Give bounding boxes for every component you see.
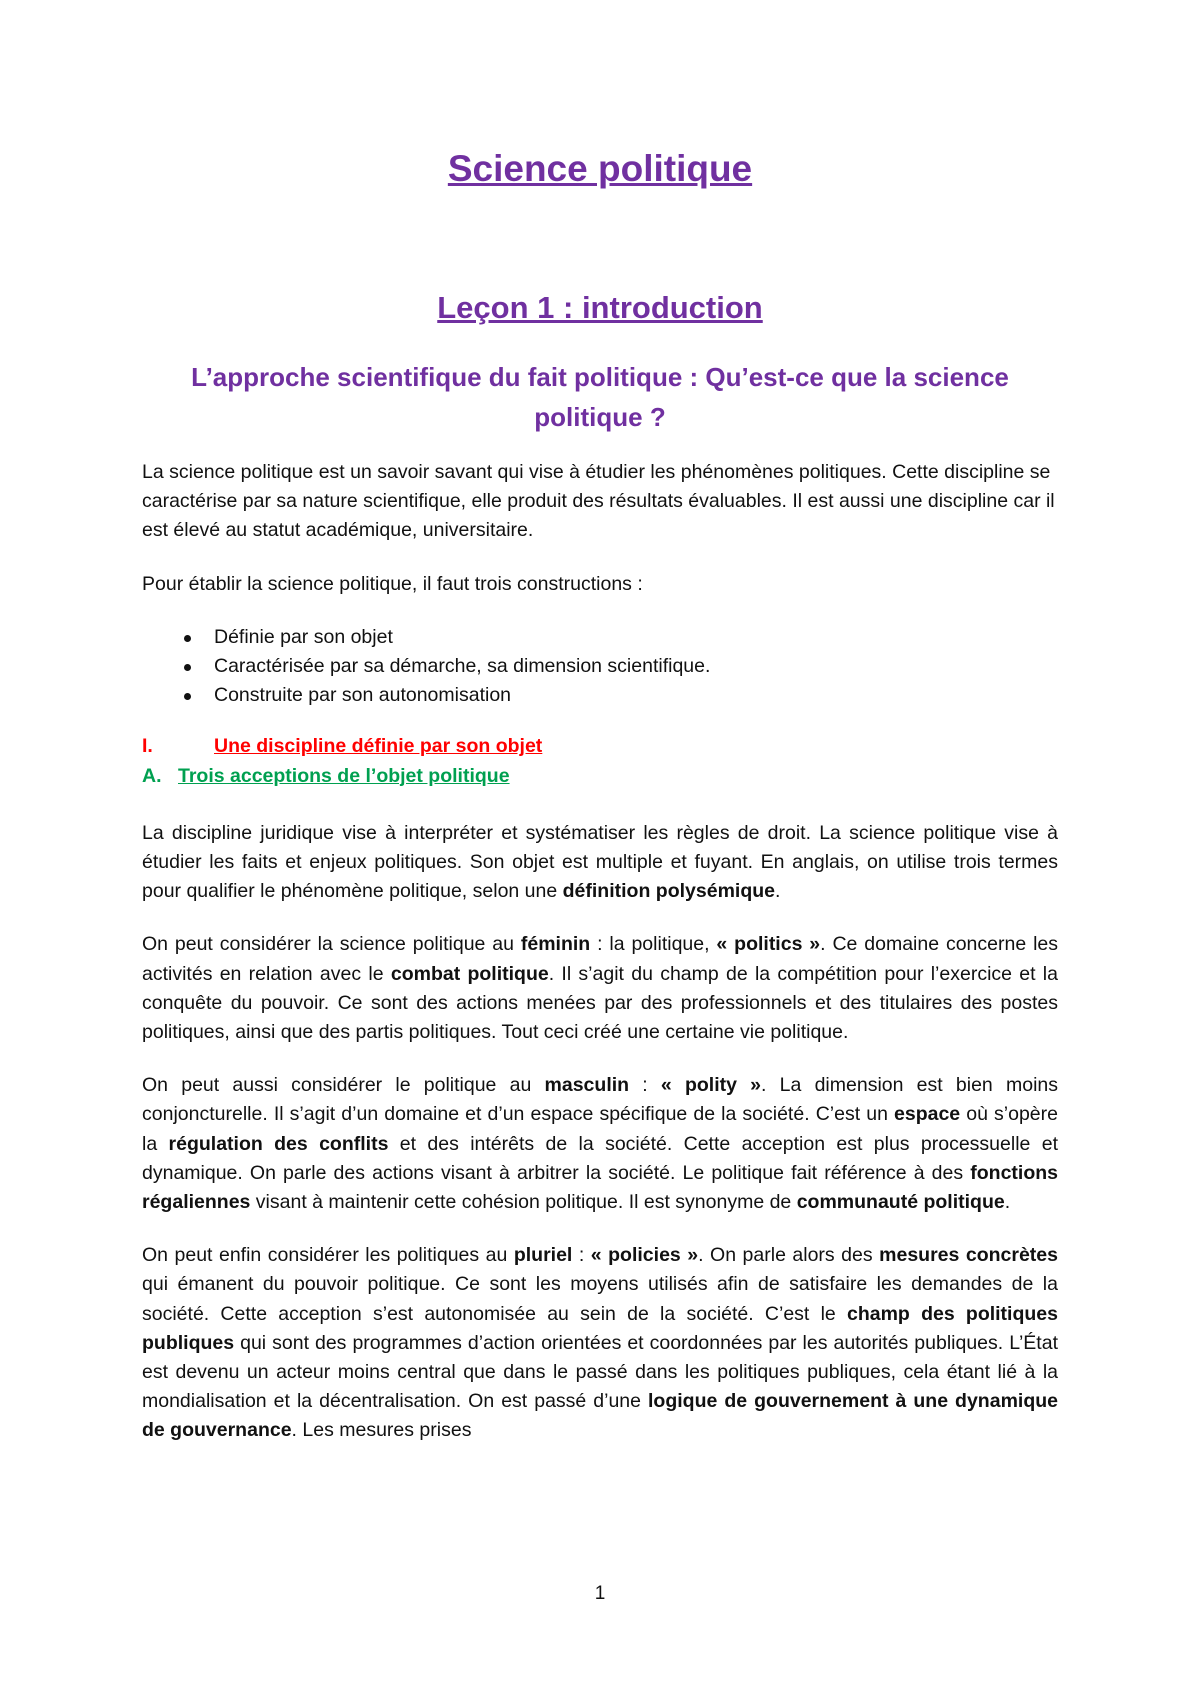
subsection-heading [142,762,1058,791]
paragraph-politics: On peut considérer la science politique au féminin : la politique, « politics ». Ce domaine concerne les activités en relation avec le combat politique. Il s’agit du champ de la compétition pour l’exercice et la conquête du pouvoir. Ce sont des actions menées par des professionnels et des titulaires des postes politiques, ainsi que des partis politiques. Tout ceci créé une certaine vie politique. [142,933,1059,1044]
paragraph-polity: On peut aussi considérer le politique au masculin : « polity ». La dimension est bien moins conjoncturelle. Il s’agit d’un domaine et d’un espace spécifique de la société. C’est un espace où s’opère la régulation des conflits et des intérêts de la société. Cette acception est plus processuelle et dynamique. On parle des actions visant à arbitrer la société. Le politique fait référence à des fonctions régaliennes visant à maintenir cette cohésion politique. Il est synonyme de communauté politique. [142,1074,1058,1214]
document-title: Science politique [447,148,753,189]
section-title: Une discipline définie par son objet [214,735,543,758]
section-number: I. [142,735,153,758]
list-item: Caractérisée par sa démarche, sa dimension scientifique. [142,652,1058,681]
subsection-title: Trois acceptions de l’objet politique [178,764,510,787]
section-heading [142,732,1058,761]
paragraph-policies: On peut enfin considérer les politiques au pluriel : « policies ». On parle alors des mesures concrètes qui émanent du pouvoir politique. Ce sont les moyens utilisés afin de satisfaire les demandes de la société. Cette acception s’est autonomisée au sein de la société. C’est le champ des politiques publiques qui sont des programmes d’action orientées et coordonnées par les autorités publiques. L’État est devenu un acteur moins central que dans le passé dans les politiques publiques, cela étant lié à la mondialisation et la décentralisation. On est passé d’une logique de gouvernement à une dynamique de gouvernance. Les mesures prises [142,1244,1058,1442]
intro-paragraph: La science politique est un savoir savant qui vise à étudier les phénomènes politiques. Cette discipline se caractérise par sa nature scientifique, elle produit des résultats évaluables. Il est aussi une discipline car il est élevé au statut académique, universitaire. [142,461,1055,542]
lead-paragraph: Pour établir la science politique, il faut trois constructions : [142,572,643,595]
page-number: 1 [594,1583,606,1604]
bullet-list [142,623,1058,711]
subsection-number: A. [142,764,162,787]
lesson-subtitle: L’approche scientifique du fait politique : Qu’est-ce que la science politique ? [191,362,1009,432]
list-item: Construite par son autonomisation [142,681,1058,710]
document-body [142,458,1058,1470]
section-headings [142,732,1058,790]
paragraph-definition: La discipline juridique vise à interpréter et systématiser les règles de droit. La science politique vise à étudier les faits et enjeux politiques. Son objet est multiple et fuyant. En anglais, on utilise trois termes pour qualifier le phénomène politique, selon une définition polysémique. [142,821,1058,903]
lesson-heading: Leçon 1 : introduction [437,290,763,325]
list-item: Définie par son objet [142,623,1058,652]
